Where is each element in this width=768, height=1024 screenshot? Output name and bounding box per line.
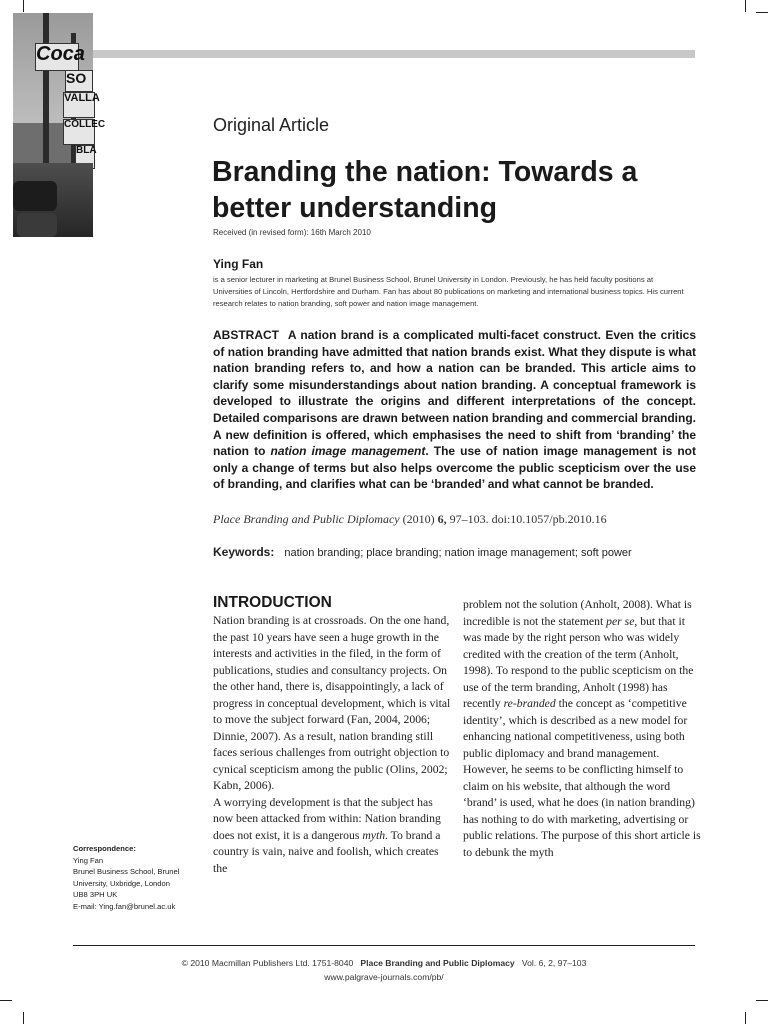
body-text: , but that it was made by the right person who was widely credited with the creation of the term (Anholt, 1998). To respond to the public scepticism on the use of the term branding, Anholt (1998) has recently <box>463 614 694 710</box>
author-name: Ying Fan <box>213 257 264 271</box>
body-emphasis: per se <box>606 614 635 628</box>
body-text: . To brand a country is vain, naive and foolish, which creates the <box>213 828 441 875</box>
footer-rule <box>73 945 695 946</box>
body-column-right <box>463 597 703 861</box>
photo-sign: VALLA <box>63 92 95 118</box>
keywords-text: nation branding; place branding; nation image management; soft power <box>284 547 632 559</box>
footer-line <box>0 956 768 970</box>
correspondence-line: Ying Fan <box>73 855 104 865</box>
photo-car <box>13 181 57 211</box>
crop-mark-bottom-right <box>745 1012 746 1024</box>
footer-journal: Place Branding and Public Diplomacy <box>360 958 515 968</box>
crop-mark-left-bottom <box>0 1000 12 1001</box>
citation-journal: Place Branding and Public Diplomacy <box>213 512 400 526</box>
abstract-text-end: . The use of nation image management is not only a change of terms but also helps overcome the public scepticism over the use of branding, and clarifies what can be ‘branded’ and what cannot be branded. <box>213 444 696 492</box>
introduction-heading: INTRODUCTION <box>213 594 332 611</box>
body-paragraph: Nation branding is at crossroads. On the one hand, the past 10 years have seen a huge growth in the interests and activities in the filed, in the form of publications, studies and consultancy projects. On the other hand, there is, disappointingly, a lack of progress in conceptual development, which is vital to move the subject forward (Fan, 2004, 2006; Dinnie, 2007). As a result, nation branding still faces serious challenges from outright objection to cynical scepticism among the public (Olins, 2002; Kabn, 2006). <box>213 614 451 792</box>
photo-car <box>17 213 57 237</box>
correspondence-label: Correspondence: <box>73 844 136 853</box>
received-date: Received (in revised form): 16th March 2010 <box>213 228 371 237</box>
body-emphasis: myth <box>362 828 386 842</box>
citation-volume: 6, <box>437 512 447 526</box>
body-paragraph <box>213 795 453 878</box>
correspondence-email: E-mail: Ying.fan@brunel.ac.uk <box>73 901 176 911</box>
header-photo <box>13 13 106 237</box>
abstract-text: A nation brand is a complicated multi-facet construct. Even the critics of nation branding have admitted that nation brands exist. What they dispute is what nation branding refers to, and how a nation can be branded. This article aims to clarify some misunderstandings about nation branding. A conceptual framework is developed to illustrate the origins and different interpretations of the concept. Detailed comparisons are drawn between nation branding and commercial branding. A new definition is offered, which emphasises the need to shift from ‘branding’ the nation to <box>213 328 696 459</box>
header-rule <box>93 50 695 58</box>
footer-url[interactable]: www.palgrave-journals.com/pb/ <box>324 972 444 982</box>
crop-mark-bottom-left <box>23 1012 24 1024</box>
citation-year: (2010) <box>402 512 435 526</box>
crop-mark-right-top <box>756 12 768 13</box>
body-column-left <box>213 613 453 877</box>
article-title: Branding the nation: Towards a better understanding <box>212 156 638 224</box>
photo-sign: BLA <box>75 145 95 169</box>
photo-sign: COLLEC <box>63 119 95 145</box>
keywords-label: Keywords: <box>213 545 275 559</box>
citation-pages-doi: 97–103. doi:10.1057/pb.2010.16 <box>449 512 607 526</box>
body-text: A worrying development is that the subject has now been attacked from within: Nation branding does not exist, it is a dangerous <box>213 795 441 842</box>
crop-mark-right-bottom <box>756 1000 768 1001</box>
crop-mark-top-right <box>745 0 746 12</box>
footer-volume: Vol. 6, 2, 97–103 <box>521 958 587 968</box>
article-type: Original Article <box>213 115 330 135</box>
correspondence-box <box>73 843 213 913</box>
crop-mark-top-left <box>23 0 24 12</box>
abstract <box>213 327 696 493</box>
body-text: the concept as ‘competitive identity’, which is described as a new model for enhancing national competitiveness, using both public diplomacy and brand management. However, he seems to be conflicting himself to claim on his website, that although the word ‘brand’ is used, what he does (in nation branding) has nothing to do with marketing, advertising or public relations. The purpose of this short article is to debunk the myth <box>463 697 701 859</box>
body-emphasis: re-branded <box>503 697 556 710</box>
author-bio: is a senior lecturer in marketing at Brunel Business School, Brunel University in London. Previously, he has held faculty positions at Universities of Lincoln, Hertfordshire and Durham. Fan has about 80 publications on marketing and international business topics. His current research relates to nation branding, soft power and nation image management. <box>213 275 684 308</box>
keywords <box>213 545 632 559</box>
abstract-emphasis: nation image management <box>270 444 426 459</box>
page-footer <box>0 956 768 984</box>
citation <box>213 512 607 527</box>
correspondence-line: Brunel Business School, Brunel <box>73 867 180 877</box>
correspondence-line: UB8 3PH UK <box>73 890 118 900</box>
photo-sign: SO <box>65 70 93 92</box>
body-text: problem not the solution (Anholt, 2008). What is incredible is not the statement <box>463 598 692 628</box>
abstract-label: ABSTRACT <box>213 328 279 342</box>
footer-copyright: © 2010 Macmillan Publishers Ltd. 1751-8040 <box>181 958 354 968</box>
photo-sign: Coca <box>35 43 79 71</box>
correspondence-line: University, Uxbridge, London <box>73 878 170 888</box>
